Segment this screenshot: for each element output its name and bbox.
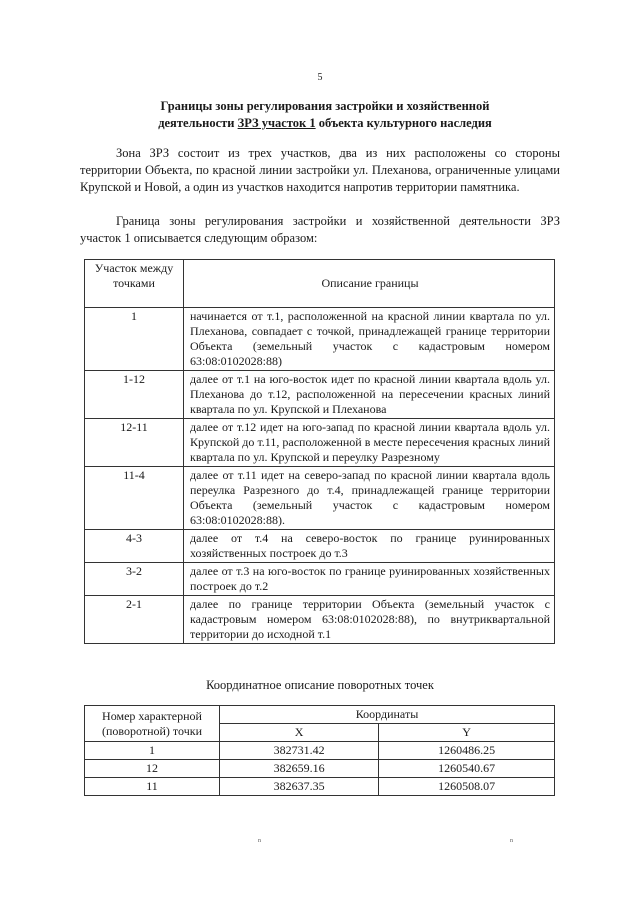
coordinates-table xyxy=(84,705,555,796)
description-cell: далее от т.3 на юго-восток по границе руинированных хозяйственных построек до т.2 xyxy=(184,563,555,596)
description-cell: начинается от т.1, расположенной на красной линии квартала по ул. Плеханова, совпадает с точкой, принадлежащей границе территории Объекта (земельный участок с кадастровым номером 63:08:0102028:88) xyxy=(184,308,555,371)
page-title xyxy=(110,98,540,132)
table-row xyxy=(85,596,555,644)
table-row xyxy=(85,467,555,530)
description-cell: далее от т.1 на юго-восток идет по красной линии квартала вдоль ул. Плеханова до т.12, расположенной на пересечении красных линий квартала по ул. Крупской и Плеханова xyxy=(184,371,555,419)
page-number: 5 xyxy=(317,72,323,83)
point-cell: 12 xyxy=(85,760,220,778)
description-cell: далее от т.12 идет на юго-запад по красной линии квартала вдоль ул. Крупской до т.11, расположенной в месте пересечения красных линий квартала по ул. Крупской и переулку Разрезному xyxy=(184,419,555,467)
point-cell: 1 xyxy=(85,742,220,760)
table-row xyxy=(85,563,555,596)
y-cell: 1260508.07 xyxy=(379,778,555,796)
footer-mark-right: n xyxy=(510,838,513,844)
title-suffix: объекта культурного наследия xyxy=(315,116,492,130)
title-line-1: Границы зоны регулирования застройки и хозяйственной xyxy=(160,99,490,113)
x-cell: 382637.35 xyxy=(220,778,379,796)
header-point: Номер характерной (поворотной) точки xyxy=(85,706,220,742)
boundary-table xyxy=(84,259,555,644)
segment-cell: 3-2 xyxy=(85,563,184,596)
segment-cell: 2-1 xyxy=(85,596,184,644)
x-cell: 382659.16 xyxy=(220,760,379,778)
table-row xyxy=(85,308,555,371)
description-cell: далее по границе территории Объекта (земельный участок с кадастровым номером 63:08:0102028:88), по внутриквартальной территории до исходной т.1 xyxy=(184,596,555,644)
description-cell: далее от т.4 на северо-восток по границе руинированных хозяйственных построек до т.3 xyxy=(184,530,555,563)
title-line-2 xyxy=(110,115,540,132)
coordinates-header-row xyxy=(85,706,555,724)
segment-cell: 12-11 xyxy=(85,419,184,467)
header-x: X xyxy=(220,724,379,742)
y-cell: 1260486.25 xyxy=(379,742,555,760)
segment-cell: 1-12 xyxy=(85,371,184,419)
description-cell: далее от т.11 идет на северо-запад по красной линии квартала вдоль переулка Разрезного до т.4, принадлежащей границе территории Объекта (земельный участок с кадастровым номером 63:08:0102028:88). xyxy=(184,467,555,530)
intro-paragraph: Зона ЗРЗ состоит из трех участков, два из них расположены со стороны территории Объекта, по красной линии застройки ул. Плеханова, ограниченные улицами Крупской и Новой, а один из участков находится напротив территории памятника. xyxy=(80,146,560,194)
table-row xyxy=(85,419,555,467)
segment-cell: 1 xyxy=(85,308,184,371)
table-row xyxy=(85,530,555,563)
header-y: Y xyxy=(379,724,555,742)
segment-cell: 11-4 xyxy=(85,467,184,530)
y-cell: 1260540.67 xyxy=(379,760,555,778)
title-prefix: деятельности xyxy=(158,116,238,130)
title-underlined: ЗРЗ участок 1 xyxy=(237,116,316,130)
table-row xyxy=(85,742,555,760)
header-segment: Участок между точками xyxy=(85,260,184,308)
header-description: Описание границы xyxy=(184,260,555,308)
boundary-table-header xyxy=(85,260,555,308)
footer-mark-left: n xyxy=(258,838,261,844)
x-cell: 382731.42 xyxy=(220,742,379,760)
header-coordinates: Координаты xyxy=(220,706,555,724)
table-row xyxy=(85,778,555,796)
point-cell: 11 xyxy=(85,778,220,796)
table-row xyxy=(85,371,555,419)
segment-cell: 4-3 xyxy=(85,530,184,563)
table-row xyxy=(85,760,555,778)
intro-paragraph-2: Граница зоны регулирования застройки и хозяйственной деятельности ЗРЗ участок 1 описывается следующим образом: xyxy=(80,214,560,245)
coordinates-title: Координатное описание поворотных точек xyxy=(206,678,434,692)
